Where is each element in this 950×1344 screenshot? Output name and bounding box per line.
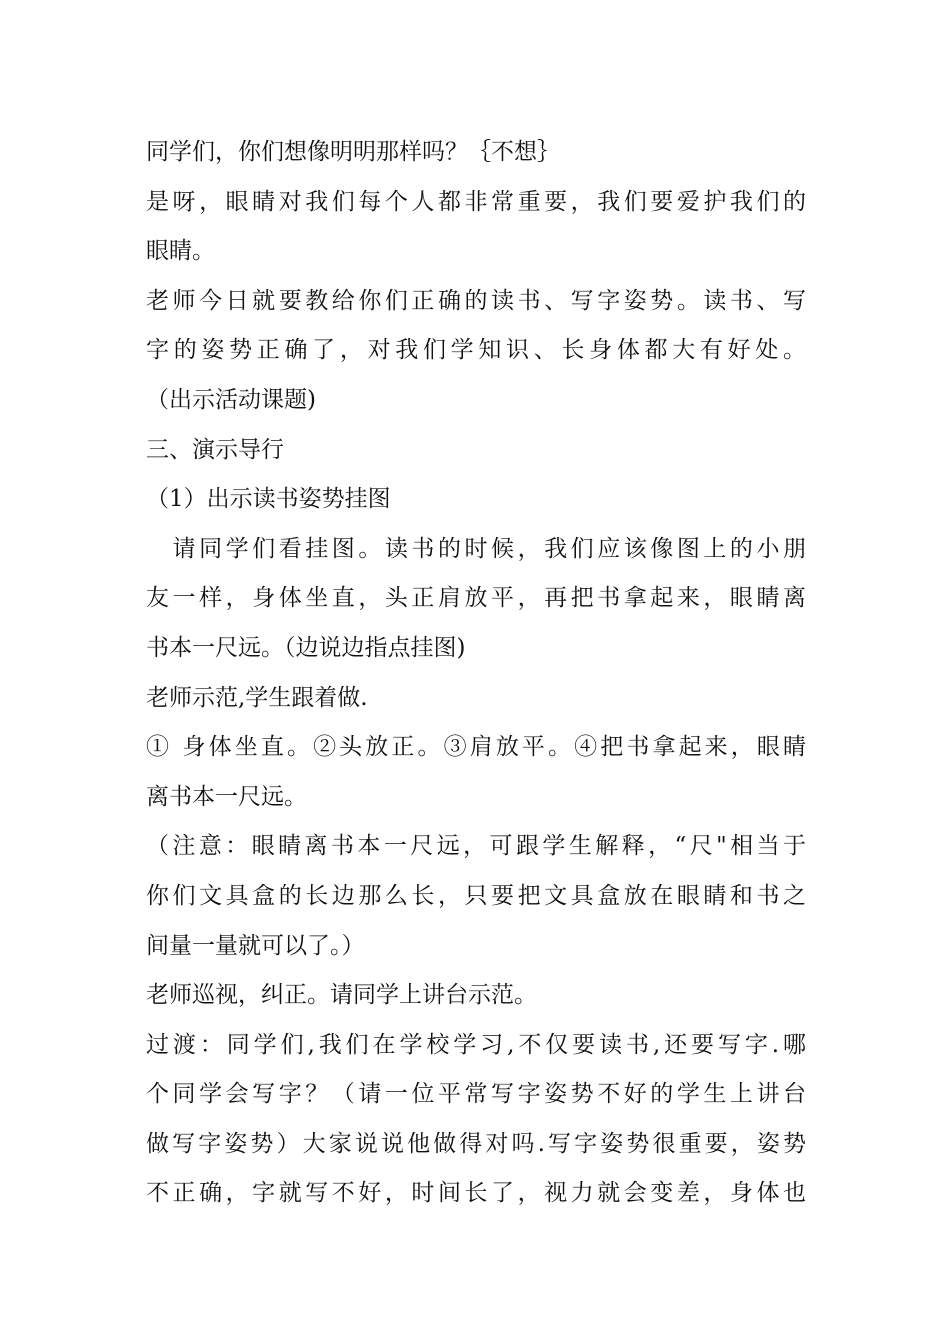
text-line: 老师巡视，纠正。请同学上讲台示范。 — [146, 982, 537, 1009]
text-line: 字的姿势正确了，对我们学知识、长身体都大有好处。 — [146, 337, 806, 364]
text-line: 离书本一尺远。 — [146, 783, 307, 810]
text-line: 你们文具盒的长边那么长，只要把文具盒放在眼睛和书之 — [146, 882, 806, 909]
text-line: （注意：眼睛离书本一尺远，可跟学生解释，“尺"相当于 — [146, 833, 806, 860]
text-line: 同学们，你们想像明明那样吗？｛不想｝ — [146, 139, 560, 165]
text-line: （出示活动课题) — [146, 386, 316, 413]
text-line: 请同学们看挂图。读书的时候，我们应该像图上的小朋 — [146, 535, 806, 562]
text-line: 是呀，眼睛对我们每个人都非常重要，我们要爱护我们的 — [146, 188, 806, 215]
text-line: 间量一量就可以了。） — [146, 932, 365, 959]
text-line: ① 身体坐直。②头放正。③肩放平。④把书拿起来，眼睛 — [146, 734, 806, 761]
text-line: （1）出示读书姿势挂图 — [146, 486, 391, 513]
text-line: 老师示范,学生跟着做. — [146, 684, 368, 711]
text-line: 书本一尺远。（边说边指点挂图) — [146, 634, 466, 661]
text-line: 做写字姿势）大家说说他做得对吗.写字姿势很重要，姿势 — [146, 1130, 806, 1157]
text-line: 三、演示导行 — [146, 436, 284, 463]
text-line: 不正确，字就写不好，时间长了，视力就会变差，身体也 — [146, 1180, 806, 1207]
text-line: 眼睛。 — [146, 238, 215, 265]
document-body — [146, 128, 806, 1219]
text-line: 老师今日就要教给你们正确的读书、写字姿势。读书、写 — [146, 287, 806, 314]
text-line: 友一样，身体坐直，头正肩放平，再把书拿起来，眼睛离 — [146, 585, 806, 612]
text-line: 过渡：同学们,我们在学校学习,不仅要读书,还要写字.哪 — [146, 1031, 806, 1058]
text-line: 个同学会写字？（请一位平常写字姿势不好的学生上讲台 — [146, 1081, 806, 1108]
